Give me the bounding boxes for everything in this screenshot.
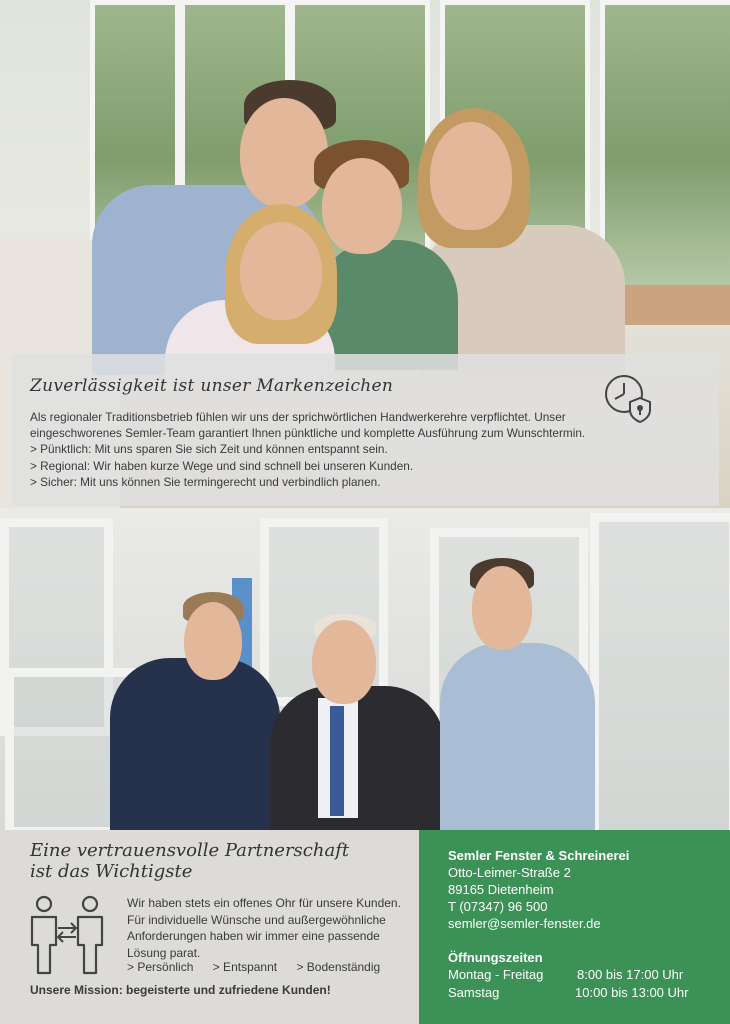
company-name: Semler Fenster & Schreinerei (448, 848, 630, 863)
reliability-text (30, 409, 650, 490)
address-city: 89165 Dietenheim (448, 882, 554, 897)
family-photo (0, 0, 730, 508)
partnership-title (30, 840, 349, 882)
phone-number[interactable]: T (07347) 96 500 (448, 899, 548, 914)
value-personal: > Persönlich (127, 960, 194, 974)
mission-statement: Unsere Mission: begeisterte und zufriedene Kunden! (30, 983, 331, 997)
partnership-title-line: ist das Wichtigste (30, 861, 193, 882)
address-street: Otto-Leimer-Straße 2 (448, 865, 571, 880)
hours-day: Samstag (448, 985, 500, 1000)
hours-day: Montag - Freitag (448, 967, 544, 982)
opening-hours-title: Öffnungszeiten (448, 950, 543, 965)
hours-time: 10:00 bis 13:00 Uhr (575, 985, 689, 1000)
partnership-panel (0, 830, 419, 1024)
window-pane (600, 0, 730, 290)
reliability-bullet-safe: > Sicher: Mit uns können Sie termingerecht und verbindlich planen. (30, 474, 381, 489)
window-frame (590, 513, 730, 830)
reliability-line: Als regionaler Traditionsbetrieb fühlen wir uns der sprichwörtlichen Handwerkerehre verpflichtet. Unser (30, 410, 566, 424)
value-relaxed: > Entspannt (212, 960, 278, 974)
partnership-title-line: Eine vertrauensvolle Partnerschaft (30, 840, 350, 861)
people-exchange-icon (28, 895, 108, 977)
contact-panel (419, 830, 730, 1024)
clock-shield-icon (602, 372, 654, 424)
email-link[interactable]: semler@semler-fenster.de (448, 916, 601, 931)
team-photo (0, 508, 730, 830)
partnership-values (127, 960, 396, 974)
hours-time: 8:00 bis 17:00 Uhr (577, 967, 684, 982)
value-down-to-earth: > Bodenständig (296, 960, 381, 974)
reliability-panel (12, 354, 719, 506)
reliability-title: Zuverlässigkeit ist unser Markenzeichen (30, 376, 394, 396)
partnership-text: Wir haben stets ein offenes Ohr für unsere Kunden. Für individuelle Wünsche und außergewöhnliche Anforderungen haben wir immer eine passende Lösung parat. (127, 896, 401, 960)
reliability-line: eingeschworenes Semler-Team garantiert Ihnen pünktliche und komplette Ausführung zum Wunschtermin. (30, 426, 586, 441)
reliability-bullet-punctual: > Pünktlich: Mit uns sparen Sie sich Zeit und können entspannt sein. (30, 442, 388, 457)
reliability-bullet-regional: > Regional: Wir haben kurze Wege und sind schnell bei unseren Kunden. (30, 458, 414, 473)
